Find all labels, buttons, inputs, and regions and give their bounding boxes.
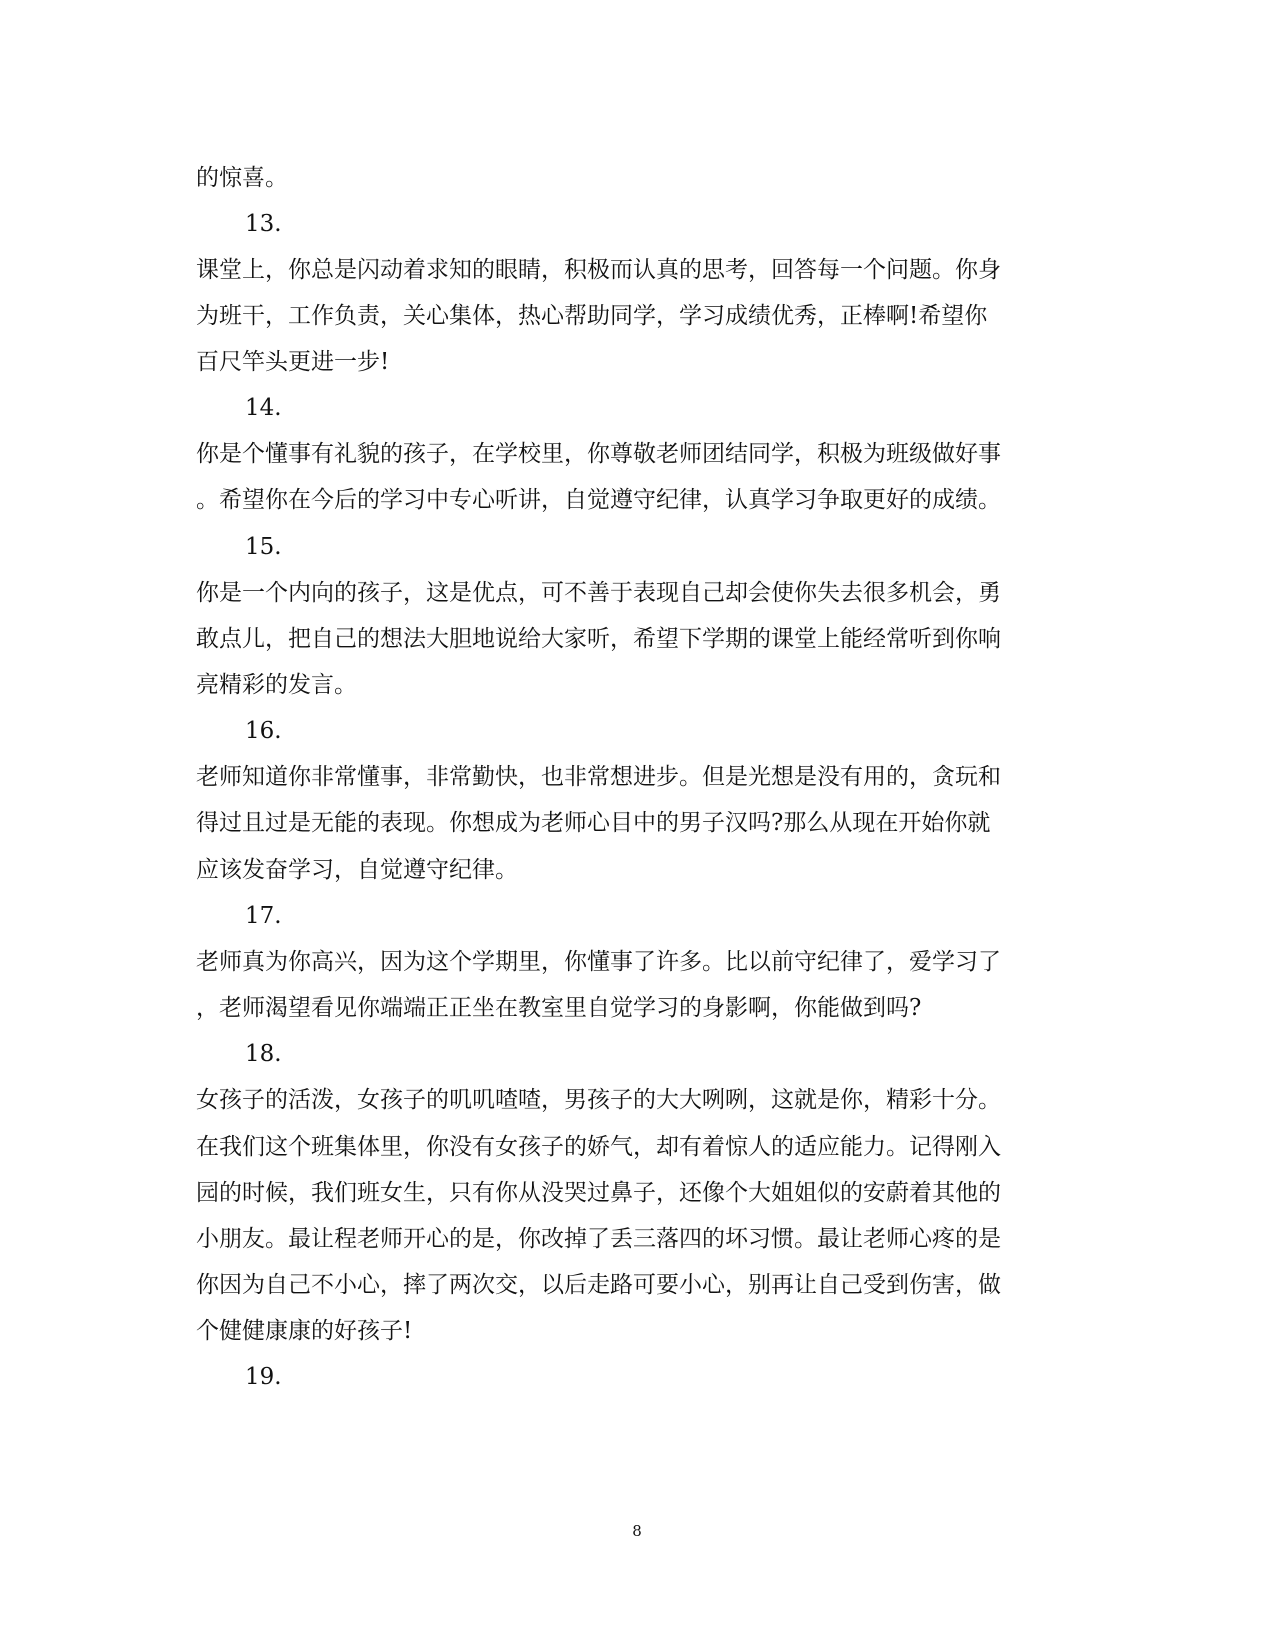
text-line: 园的时候，我们班女生，只有你从没哭过鼻子，还像个大姐姐似的安蔚着其他的 bbox=[196, 1180, 1001, 1206]
item-number: 14. bbox=[245, 395, 282, 421]
text-line: 女孩子的活泼，女孩子的叽叽喳喳，男孩子的大大咧咧，这就是你，精彩十分。 bbox=[196, 1087, 1001, 1113]
text-line: 你是个懂事有礼貌的孩子，在学校里，你尊敬老师团结同学，积极为班级做好事 bbox=[196, 441, 1001, 467]
text-line: 老师知道你非常懂事，非常勤快，也非常想进步。但是光想是没有用的，贪玩和 bbox=[196, 764, 1001, 790]
text-line: 敢点儿，把自己的想法大胆地说给大家听，希望下学期的课堂上能经常听到你响 bbox=[196, 626, 1001, 652]
text-line: 课堂上，你总是闪动着求知的眼睛，积极而认真的思考，回答每一个问题。你身 bbox=[196, 257, 1001, 283]
text-line: 的惊喜。 bbox=[196, 165, 288, 191]
text-line: 小朋友。最让程老师开心的是，你改掉了丢三落四的坏习惯。最让老师心疼的是 bbox=[196, 1226, 1001, 1252]
text-line: 你是一个内向的孩子，这是优点，可不善于表现自己却会使你失去很多机会，勇 bbox=[196, 580, 1001, 606]
item-number: 17. bbox=[245, 903, 282, 929]
text-line: 在我们这个班集体里，你没有女孩子的娇气，却有着惊人的适应能力。记得刚入 bbox=[196, 1134, 1001, 1160]
text-line: 个健健康康的好孩子! bbox=[196, 1318, 413, 1344]
text-line: 老师真为你高兴，因为这个学期里，你懂事了许多。比以前守纪律了，爱学习了 bbox=[196, 949, 1001, 975]
page-number: 8 bbox=[632, 1522, 642, 1540]
text-line: 为班干，工作负责，关心集体，热心帮助同学，学习成绩优秀，正棒啊!希望你 bbox=[196, 303, 988, 329]
item-number: 15. bbox=[245, 534, 282, 560]
text-line: 百尺竿头更进一步! bbox=[196, 349, 390, 375]
text-line: ，老师渴望看见你端端正正坐在教室里自觉学习的身影啊，你能做到吗? bbox=[196, 995, 922, 1021]
text-line: 亮精彩的发言。 bbox=[196, 672, 357, 698]
text-line: 你因为自己不小心，摔了两次交，以后走路可要小心，别再让自己受到伤害，做 bbox=[196, 1272, 1001, 1298]
item-number: 19. bbox=[245, 1364, 282, 1390]
text-line: 应该发奋学习，自觉遵守纪律。 bbox=[196, 857, 518, 883]
item-number: 13. bbox=[245, 211, 282, 237]
item-number: 18. bbox=[245, 1041, 282, 1067]
text-line: 。希望你在今后的学习中专心听讲，自觉遵守纪律，认真学习争取更好的成绩。 bbox=[196, 487, 1001, 513]
item-number: 16. bbox=[245, 718, 282, 744]
text-line: 得过且过是无能的表现。你想成为老师心目中的男子汉吗?那么从现在开始你就 bbox=[196, 810, 991, 836]
